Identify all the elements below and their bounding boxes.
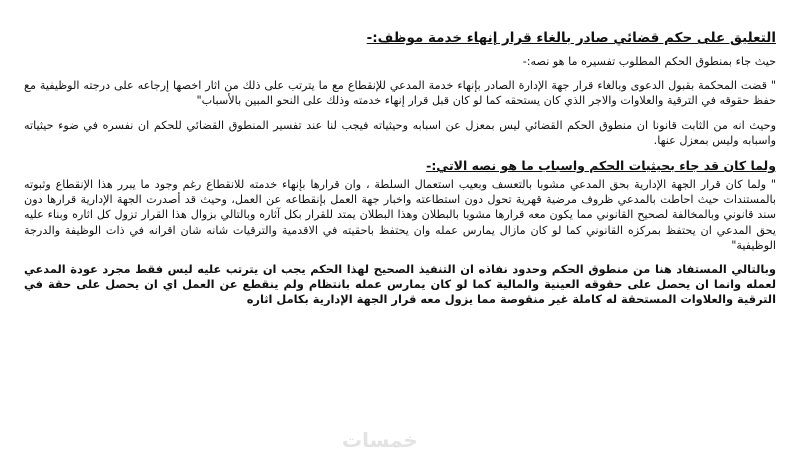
reasons-quote: " ولما كان قرار الجهة الإدارية بحق المدعي مشوبا بالتعسف وبعيب استعمال السلطة ، وان قرارها بإنهاء خدمته للانقطاع رغم وجود ما يبرر هذا الإنقطاع وثبوته بالمستندات حيث احاطت بالمدعي ظروف مرضية قهرية تحول دون استطاعته واخبار جهة العمل بإنقطاعه عن العمل، وحيث قد أصدرت الجهة الإدارية قرارها دون سند قانوني وبالمخالفة لصحيح القانوني مما يكون معه قرارها مشوبا بالبطلان وهذا البطلان يمتد للقرار بكل آثاره وبالتالي بزوال هذا القرار تزول كل اثاره وبناء عليه يحق المدعي ان يحتفظ بمركزه القانوني كما لو كان مازال يمارس عمله وان يحتفظ باحقيته في الاقدمية والترقيات شانه شان اقرانه في ذات الوظيفة والدرجة الوظيفية" — [24, 178, 776, 252]
section-heading: ولما كان قد جاء بحيثيات الحكم واسباب ما هو نصه الاتي:- — [426, 158, 776, 174]
intro-paragraph: حيث جاء بمنطوق الحكم المطلوب تفسيره ما هو نصه:- — [522, 55, 776, 68]
conclusion-paragraph: وبالتالي المستفاد هنا من منطوق الحكم وحدود نفاذه ان التنفيذ الصحيح لهذا الحكم يجب ان يترتب عليه ليس فقط مجرد عودة المدعي لعمله وانما ان يحصل على حقوقه العينية والمالية كما لو كان يمارس عمله بانتظام ولم ينقطع عن العمل اي ان يحصل على حقة في الترقية والعلاوات المستحقة له كاملة غير منقوصة مما يزول معه قرار الجهة الإدارية بكامل اثاره — [24, 262, 776, 307]
verdict-quote: " قضت المحكمة بقبول الدعوى وبالغاء قرار جهة الإدارة الصادر بإنهاء خدمة المدعي للإنقطاع مع ما يترتب على ذلك من اثار اخصها إرجاعه على درجته الوظيفية مع حفظ حقوقه في الترقية والعلاوات والاجر الذي كان يستحقه كما لو كان قبل قرار إنهاء خدمته وذلك على النحو المبين بالأسباب" — [24, 79, 776, 108]
document-title: التعليق على حكم قضائي صادر بالغاء قرار إنهاء خدمة موظف:- — [366, 30, 776, 46]
interpretation-paragraph: وحيث انه من الثابت قانونا ان منطوق الحكم القضائي ليس بمعزل عن اسبابه وحيثياته فيجب لنا عند تفسير المنطوق القضائي للحكم ان نفسره في ضوء حيثياته واسبابه وليس بمعزل عنها. — [24, 118, 776, 147]
document-page — [24, 28, 776, 316]
watermark-logo: خمسات — [342, 428, 418, 452]
